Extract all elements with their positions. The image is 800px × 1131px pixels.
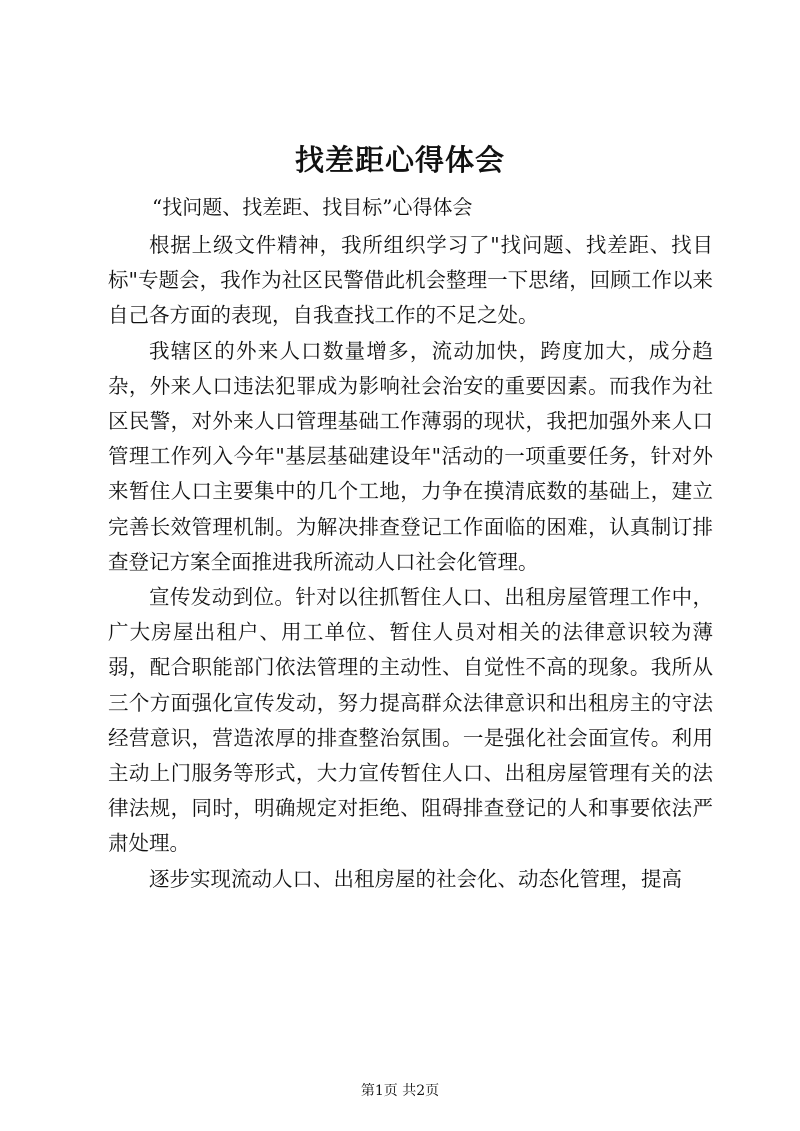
- document-subtitle: “找问题、找差距、找目标”心得体会: [152, 195, 473, 219]
- page-number-footer: 第1页 共2页: [360, 1083, 440, 1099]
- document-title: 找差距心得体会: [294, 143, 505, 177]
- paragraph: 根据上级文件精神，我所组织学习了"找问题、找差距、找目标"专题会，我作为社区民警借此机会整理一下思绪，回顾工作以来自己各方面的表现，自我查找工作的不足之处。: [108, 233, 713, 328]
- paragraph: 我辖区的外来人口数量增多，流动加快，跨度加大，成分趋杂，外来人口违法犯罪成为影响社会治安的重要因素。而我作为社区民警，对外来人口管理基础工作薄弱的现状，我把加强外来人口管理工作列入今年"基层基础建设年"活动的一项重要任务，针对外来暂住人口主要集中的几个工地，力争在摸清底数的基础上，建立完善长效管理机制。为解决排查登记工作面临的困难，认真制订排查登记方案全面推进我所流动人口社会化管理。: [108, 338, 713, 574]
- paragraph: 宣传发动到位。针对以往抓暂住人口、出租房屋管理工作中，广大房屋出租户、用工单位、暂住人员对相关的法律意识较为薄弱，配合职能部门依法管理的主动性、自觉性不高的现象。我所从三个方面强化宣传发动，努力提高群众法律意识和出租房主的守法经营意识，营造浓厚的排查整治氛围。一是强化社会面宣传。利用主动上门服务等形式，大力宣传暂住人口、出租房屋管理有关的法律法规，同时，明确规定对拒绝、阻碍排查登记的人和事要依法严肃处理。: [108, 585, 713, 856]
- paragraph: 逐步实现流动人口、出租房屋的社会化、动态化管理，提高: [149, 866, 682, 891]
- document-body: [108, 228, 713, 897]
